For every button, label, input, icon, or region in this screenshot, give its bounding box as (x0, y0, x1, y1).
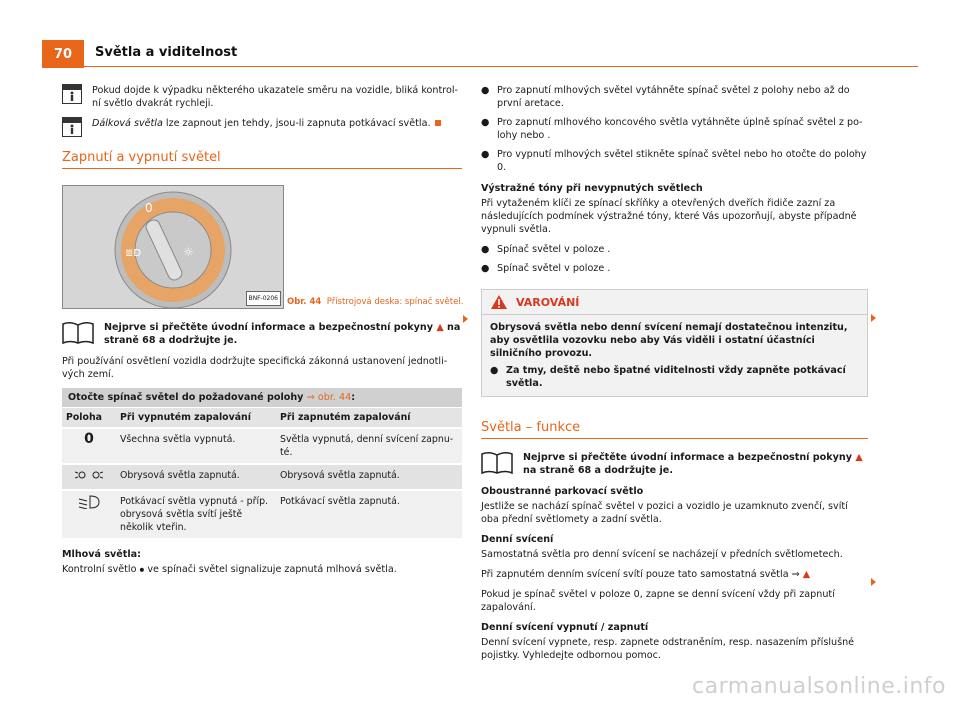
figure-caption-text: Přístrojová deska: spínač světel. (326, 297, 464, 307)
warning-triangle-icon: ▲ (855, 452, 863, 463)
bullet-item (481, 84, 868, 110)
table-header: Při zapnutém zapalování (276, 408, 462, 429)
drl-text-3: Pokud je spínač světel v poloze 0, zapne se denní svícení vždy při zapnutí zapalování. (481, 589, 835, 613)
table-row (62, 428, 462, 464)
end-marker (871, 314, 876, 322)
bullet-item (481, 243, 868, 256)
bullet-dot: ● (481, 263, 490, 274)
bullet-text: Pro vypnutí mlhových světel stikněte spínač světel nebo ho otočte do polohy 0. (497, 149, 867, 173)
figure-label: Obr. 44 (287, 297, 322, 307)
left-column (62, 84, 462, 583)
figure-caption (287, 296, 463, 309)
table-header-row (62, 408, 462, 429)
table-caption-colon: : (351, 392, 356, 403)
side-lights-icon (62, 464, 116, 490)
bullet-item (490, 364, 859, 390)
light-switch-image (62, 185, 284, 309)
figure-reference-link[interactable]: ⇒ obr. 44 (306, 392, 352, 403)
read-first-note (62, 321, 462, 347)
table-cell: Potkávací světla zapnutá. (276, 490, 462, 538)
bullet-dot: ● (481, 117, 490, 128)
read-first-text (523, 451, 868, 477)
book-icon (62, 321, 94, 345)
light-switch-illustration (63, 186, 283, 308)
intro-paragraph: Při používání osvětlení vozidla dodržujte specifická zákonná ustanovení jednotlivých zemí. (62, 356, 448, 380)
drl-text-1: Samostatná světla pro denní svícení se nacházejí v předních světlometech. (481, 549, 843, 560)
bullet-dot: ● (490, 365, 499, 376)
svg-text:☼: ☼ (183, 245, 194, 259)
table-cell: Obrysová světla zapnutá. (116, 464, 276, 490)
drl-text-2 (481, 568, 868, 581)
info-note-1 (62, 84, 462, 110)
book-icon (481, 451, 513, 475)
table-header: Poloha (62, 408, 116, 429)
end-mark (435, 120, 441, 126)
fog-title: Mlhová světla: (62, 549, 141, 560)
bullet-dot: ● (481, 85, 490, 96)
read-first-main: Nejprve si přečtěte úvodní informace a bezpečnostní pokyny (523, 452, 852, 463)
table-cell: Potkávací světla vypnutá - příp. obrysová světla svítí ještě několik vteřin. (116, 490, 276, 538)
table-caption (62, 388, 462, 407)
note-text: Pokud dojde k výpadku některého ukazatele směru na vozidle, bliká kontrolní světlo dvakrát rychleji. (92, 85, 458, 109)
note-rest: lze zapnout jen tehdy, jsou-li zapnuta potkávací světla. (162, 118, 431, 129)
table-header: Při vypnutém zapalování (116, 408, 276, 429)
bullet-dot: ● (481, 149, 490, 160)
bullet-text: Pro zapnutí mlhových světel vytáhněte spínač světel z polohy nebo až do první aretace. (497, 85, 850, 109)
tones-title: Výstražné tóny při nevypnutých světlech (481, 183, 703, 194)
table-caption-text: Otočte spínač světel do požadované polohy (68, 392, 304, 403)
table-cell: Všechna světla vypnutá. (116, 428, 276, 464)
figure (62, 185, 462, 309)
table-row (62, 464, 462, 490)
warning-triangle-icon: ▲ (436, 322, 444, 333)
warning-triangle-icon: ▲ (802, 569, 811, 580)
table-cell: Obrysová světla zapnutá. (276, 464, 462, 490)
section-title: Zapnutí a vypnutí světel (62, 151, 462, 169)
warning-header (482, 290, 867, 315)
warning-text: Obrysová světla nebo denní svícení nemají dostatečnou intenzitu, aby osvětlila vozovku nebo aby Vás viděli i ostatní účastníci silničního provozu. (490, 322, 848, 359)
italic-term: Dálková světla (92, 118, 163, 129)
info-note-2 (62, 117, 462, 137)
tones-text: Při vytaženém klíči ze spínací skříňky a otevřených dveřích řidiče zazní za následujících podmínek výstražné tóny, které Vás upozorňují, abyste případně vypnuli světla. (481, 198, 857, 235)
park-text: Jestliže se nachází spínač světel v pozici a vozidlo je uzamknuto zvenčí, svítí oba přední světlomety a zadní světla. (481, 501, 848, 525)
read-first-tail: na straně 68 a dodržujte je. (104, 322, 461, 346)
bullet-item (481, 262, 868, 275)
drl-off-text: Denní svícení vypnete, resp. zapnete odstraněním, resp. nasazením příslušné pojistky. Vyhledejte odbornou pomoc. (481, 637, 855, 661)
end-marker (463, 315, 468, 323)
read-first-note (481, 451, 868, 477)
read-first-tail: na straně 68 a dodržujte je. (523, 465, 673, 476)
fog-text: Kontrolní světlo ⦁ ve spínači světel signalizuje zapnutá mlhová světla. (62, 564, 397, 575)
drl-title: Denní svícení (481, 534, 554, 545)
low-beam-icon (62, 490, 116, 538)
bullet-text: Za tmy, deště nebo špatné viditelnosti vždy zapněte potkávací světla. (506, 365, 846, 389)
position-zero: 0 (62, 428, 116, 464)
bullet-dot: ● (481, 244, 490, 255)
warning-triangle-icon (490, 294, 508, 310)
right-column (481, 84, 868, 669)
warning-title: VAROVÁNÍ (516, 295, 580, 309)
drl-text-2-main: Při zapnutém denním svícení svítí pouze tato samostatná světla ⇒ (481, 569, 800, 580)
table-cell: Světla vypnutá, denní svícení zapnuté. (276, 428, 462, 464)
bullet-text: Spínač světel v poloze . (497, 244, 611, 255)
drl-off-title: Denní svícení vypnutí / zapnutí (481, 622, 649, 633)
read-first-main: Nejprve si přečtěte úvodní informace a bezpečnostní pokyny (104, 322, 433, 333)
figure-code: BNF-0206 (246, 291, 282, 306)
section-title: Světla – funkce (481, 421, 868, 439)
header-rule (84, 66, 918, 67)
warning-body (482, 315, 867, 396)
info-icon (62, 117, 82, 137)
bullet-text: Spínač světel v poloze . (497, 263, 611, 274)
bullet-item (481, 148, 868, 174)
bullet-item (481, 116, 868, 142)
table-row (62, 490, 462, 538)
svg-text:0: 0 (145, 201, 153, 215)
chapter-title: Světla a viditelnost (95, 45, 238, 60)
continue-arrow (871, 578, 876, 586)
svg-text:≣D: ≣D (125, 248, 142, 259)
bullet-text: Pro zapnutí mlhového koncového světla vytáhněte úplně spínač světel z polohy nebo . (497, 117, 863, 141)
read-first-text (104, 321, 462, 347)
watermark: carmanualsonline.info (692, 674, 946, 699)
switch-positions-table (62, 407, 462, 538)
park-title: Oboustranné parkovací světlo (481, 486, 644, 497)
note-text (92, 117, 462, 137)
info-icon (62, 84, 82, 104)
page-number: 70 (42, 40, 84, 68)
warning-box (481, 289, 868, 397)
